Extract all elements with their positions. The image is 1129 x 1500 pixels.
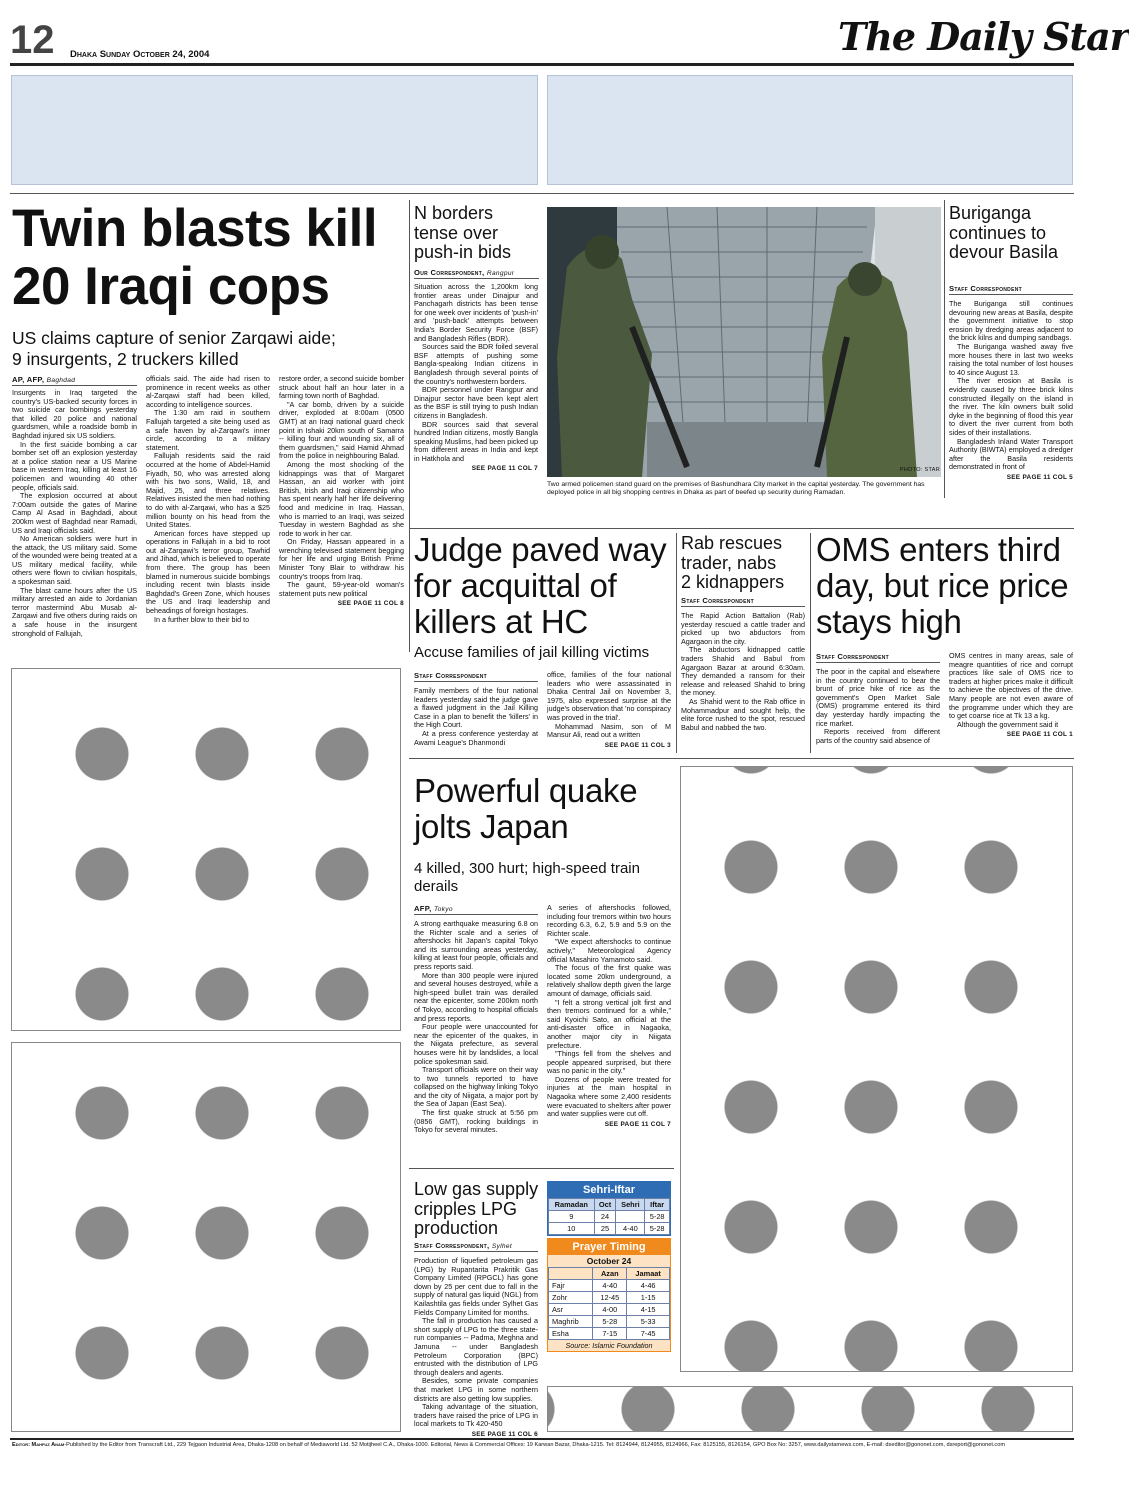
dateline: Dhaka Sunday October 24, 2004 <box>70 49 210 60</box>
table-cell: 4-40 <box>616 1223 645 1235</box>
lead-column-3 <box>279 375 404 609</box>
paragraph: Family members of the four national leaders yesterday said the judge gave a flawed judgment in the Jail Killing Case in a plan to benefit the 'killers' in the High Court. <box>414 686 538 730</box>
paragraph: The Buriganga washed away five more houses there in last two weeks raising the total number of lost houses to 40 since August 13. <box>949 341 1073 377</box>
table-cell: Asr <box>549 1304 593 1316</box>
divider <box>676 533 677 753</box>
buriganga-body <box>949 300 1073 482</box>
judge-headline[interactable]: Judge paved way for acquittal of killers at HC <box>414 531 667 640</box>
sehri-iftar-box <box>547 1181 671 1236</box>
paragraph: Taking advantage of the situation, traders have raised the price of LPG in local markets to Tk 420-450 <box>414 1402 538 1429</box>
paragraph: Dozens of people were treated for injuries at the main hospital in Nagaoka where some 2,400 residents were evacuated to shelters after power and water supplies were cut off. <box>547 1074 671 1119</box>
paragraph: The fall in production has caused a short supply of LPG to the three state-run companies -- Padma, Meghna and Jamuna -- under Bangladesh Petroleum Corporation (BPC) entrusted with the distribution of LPG through dealers and agents. <box>414 1316 538 1377</box>
paragraph: The gaunt, 59-year-old woman's statement puts new political <box>279 580 404 598</box>
table-cell: 4-15 <box>627 1304 670 1316</box>
advert-box-left <box>11 75 538 185</box>
byline-place: Baghdad <box>46 377 76 384</box>
footer-editor-name: Mahfuz Anam <box>31 1442 65 1448</box>
table-cell: 10 <box>549 1223 595 1235</box>
gas-headline[interactable]: Low gas supply cripples LPG production <box>414 1179 539 1238</box>
table-cell: Esha <box>549 1328 593 1340</box>
table-header: Ramadan <box>549 1199 595 1211</box>
quake-headline[interactable]: Powerful quake jolts Japan <box>414 772 638 845</box>
rab-byline: Staff Correspondent <box>681 596 805 607</box>
advert-box-right <box>547 75 1073 185</box>
divider <box>10 193 1074 194</box>
gas-byline <box>414 1241 538 1252</box>
table-row <box>549 1211 670 1223</box>
paragraph: At a press conference yesterday at Awami League's Dhanmondi <box>414 728 538 747</box>
paragraph: Transport officials were on their way to two tunnels reported to have collapsed on the highway linking Tokyo and the city of Niigata, a major port by the Sea of Japan (East Sea). <box>414 1065 538 1109</box>
table-cell: 9 <box>549 1211 595 1223</box>
paragraph: A series of aftershocks followed, including four tremors within two hours recording 6.3, 6.2, 5.9 and 5.9 on the Richter scale. <box>547 903 671 938</box>
lead-headline-line2: 20 Iraqi cops <box>12 257 330 316</box>
byline-place: Rangpur <box>486 270 515 277</box>
paragraph: Situation across the 1,200km long frontier areas under Dinajpur and Panchagarh districts has been tense for one week over incidents of 'push-in' and 'push-back' attempts between India's Border Security Force (BSF) and Bangladesh Rifles (BDR). <box>414 282 538 343</box>
quake-deck: 4 killed, 300 hurt; high-speed train derails <box>414 860 640 895</box>
table-row <box>549 1223 670 1235</box>
paragraph: The Buriganga still continues devouring new areas at Basila, despite the government initiative to stop erosion by dredging areas adjacent to the brick kilns and dumping sandbags. <box>949 299 1073 343</box>
paragraph: Insurgents in Iraq targeted the country's US-backed security forces in two suicide car bombings yesterday that killed 20 police and national guardsmen, while a roadside bomb in Baghdad injured six US soldiers. <box>12 388 137 440</box>
table-row <box>549 1280 670 1292</box>
paragraph: Production of liquefied petroleum gas (LPG) by Rupantarita Prakritik Gas Company Limited (RPGCL) has gone down by 25 per cent due to fall in the supply of natural gas liquid (NGL) from Kailashtila gas fields under Sylhet Gas Fields Company Limited for months. <box>414 1256 538 1317</box>
judge-column-1 <box>414 687 538 747</box>
sehri-iftar-title: Sehri-Iftar <box>548 1182 670 1198</box>
paragraph: The Rapid Action Battalion (Rab) yesterday rescued a cattle trader and picked up two abductors from Agargaon in the city. <box>681 611 805 646</box>
prayer-timing-title: Prayer Timing <box>548 1239 670 1255</box>
byline-agency: AP, AFP, <box>12 375 45 384</box>
paragraph: Four people were unaccounted for near the epicenter of the quakes, in the Niigata prefecture, as several houses were hit by landslides, a local police spokesman said. <box>414 1022 538 1066</box>
footer-editor-label: Editor: <box>12 1442 30 1448</box>
gas-jump-link[interactable]: SEE PAGE 11 COL 6 <box>471 1430 538 1438</box>
table-cell: 1-15 <box>627 1292 670 1304</box>
paragraph: The explosion occurred at about 7:00am outside the gates of Marine Camp Al Asad in Baghdadi, about 200km west of Baghdad near Ramadi, US and Iraqi officials said. <box>12 491 137 535</box>
paragraph: Besides, some private companies that market LPG in some northern districts are also getting low supplies. <box>414 1376 538 1403</box>
paragraph: The first quake struck at 5:56 pm (0856 GMT), rocking buildings in Tokyo for several minutes. <box>414 1108 538 1135</box>
sehri-iftar-table <box>548 1198 670 1235</box>
quake-jump-link[interactable]: SEE PAGE 11 COL 7 <box>604 1120 671 1128</box>
lead-deck-line2: 9 insurgents, 2 truckers killed <box>12 349 239 369</box>
lead-column-2 <box>146 375 270 624</box>
paragraph: officials said. The aide had risen to prominence in recent weeks as other al-Zarqawi staff had been killed, according to intelligence sources. <box>146 374 270 409</box>
lead-deck-line1: US claims capture of senior Zarqawi aide; <box>12 328 336 348</box>
table-cell: 5-28 <box>593 1316 627 1328</box>
paragraph: In a further blow to their bid to <box>154 614 250 624</box>
table-header: Jamaat <box>627 1268 670 1280</box>
paragraph: Among the most shocking of the kidnappings was that of Margaret Hassan, an aid worker with joint British, Irish and Iraqi citizenship who has spent nearly half her life delivering food and medicine in Iraq. Hassan, who is married to an Iraqi, was seized Tuesday in western Baghdad as she rode to work in her car. <box>279 459 404 538</box>
divider <box>409 1168 674 1169</box>
paragraph: The poor in the capital and elsewhere in the country continued to bear the brunt of price hike of rice as the government's Open Market Sale (OMS) programme entered its third day yesterday hardly impacting the rice market. <box>816 667 940 728</box>
table-cell: 4-40 <box>593 1280 627 1292</box>
oms-column-2 <box>949 652 1073 740</box>
judge-byline: Staff Correspondent <box>414 671 538 682</box>
quake-byline <box>414 904 538 915</box>
paragraph: More than 300 people were injured and several houses destroyed, while a high-speed bullet train was derailed near the epicenter, some 200km north of Tokyo, according to hospital officials and press reports. <box>414 970 538 1023</box>
paragraph: BDR personnel under Rangpur and Dinajpur sector have been kept alert as the BSF is still trying to push Indian citizens in Bangladesh. <box>414 385 538 420</box>
judge-column-2 <box>547 671 671 750</box>
table-header: Iftar <box>645 1199 670 1211</box>
byline-agency: Staff Correspondent, <box>414 1241 490 1250</box>
table-cell <box>616 1211 645 1223</box>
lead-byline <box>12 375 137 386</box>
borders-byline <box>414 268 539 279</box>
paragraph: On Friday, Hassan appeared in a wrenching televised statement begging for her life and urging British Prime Minister Tony Blair to withdraw his country's troops from Iraq. <box>279 537 404 581</box>
byline-agency: AFP, <box>414 904 432 913</box>
paragraph: American forces have stepped up operations in Fallujah in a bid to root out al-Zarqawi's terror group, Tawhid and Jihad, which is believed to operate from there. The group has been blamed in numerous suicide bombings including recent twin blasts inside Baghdad's Green Zone, which houses the US and Iraqi leadership and beheadings of foreign hostages. <box>146 528 270 616</box>
masthead-rule <box>10 63 1074 66</box>
byline-place: Tokyo <box>433 906 453 913</box>
paragraph: Although the government said it <box>957 719 1059 729</box>
divider <box>409 200 410 652</box>
paragraph: As Shahid went to the Rab office in Mohammadpur and sought help, the elite force rushed to the spot, rescued Babul and nabbed the two. <box>681 696 805 732</box>
ad-space-bottom-right <box>547 1386 1073 1432</box>
photo-caption: Two armed policemen stand guard on the premises of Bashundhara City market in the capital yesterday. The government has deployed police in all big shopping centres in Dhaka as part of beefed up security during Ramadan. <box>547 481 925 497</box>
footer-imprint-text: -Published by the Editor from Transcraft Ltd., 229 Tejgaon Industrial Area, Dhaka-1208 on behalf of Mediaworld Ltd. 52 Motijheel C.A., Dhaka-1000. Editorial, News & Commercial Offices: 19 Karwan Bazar, Dhaka-1215. Tel: 8124944, 8124955, 8124966, Fax: 8125155, 8126154, GPO Box No: 3257, www.dailystarnews.com, E-mail: dseditor@gononet.com, dsreport@gononet.com <box>64 1442 1006 1448</box>
table-cell: 5-28 <box>645 1211 670 1223</box>
lead-deck <box>12 328 407 370</box>
table-cell: 25 <box>594 1223 616 1235</box>
judge-jump-link[interactable]: SEE PAGE 11 COL 3 <box>604 741 671 749</box>
table-cell: 4-46 <box>627 1280 670 1292</box>
borders-headline[interactable]: N borders tense over push-in bids <box>414 203 512 262</box>
paragraph: In the first suicide bombing a car bomber set off an explosion yesterday at a police station near a US Marine base in western Iraq, killing at least 16 policemen and wounding 40 other people, officials said. <box>12 439 137 492</box>
table-row <box>549 1304 670 1316</box>
lead-headline[interactable] <box>12 200 404 316</box>
gas-body <box>414 1257 538 1439</box>
paragraph: OMS centres in many areas, sale of meagre quantities of rice and corrupt practices like sale of OMS rice to traders at higher prices make it difficult to achieve the objectives of the drive. Many people are not even aware of the programme under which they are to get coarse rice at Tk 13 a kg. <box>949 651 1073 721</box>
paragraph: restore order, a second suicide bomber struck about half an hour later in a farming town north of Baghdad. <box>279 374 404 401</box>
byline-agency: Our Correspondent, <box>414 268 485 277</box>
paragraph: "I felt a strong vertical jolt first and then tremors continued for a while," said Kyoichi Sato, an official at the anti-disaster office in Nagaoka, another major city in Niigata prefecture. <box>547 997 671 1050</box>
paragraph: Mohammad Nasim, son of M Mansur Ali, read out a written <box>547 721 671 740</box>
table-header <box>549 1268 593 1280</box>
table-row <box>549 1292 670 1304</box>
paragraph: Bangladesh Inland Water Transport Authority (BIWTA) employed a dredger after the Basila residents demonstrated in front of <box>949 436 1073 472</box>
oms-column-1 <box>816 668 940 745</box>
judge-deck: Accuse families of jail killing victims <box>414 644 650 661</box>
photo-illustration <box>547 207 941 477</box>
prayer-timing-table <box>548 1267 670 1340</box>
paragraph: Sources said the BDR foiled several BSF attempts of pushing some Bangla-speaking Indian citizens in Bangladesh through several points of the country's northwestern borders. <box>414 342 538 386</box>
photo-credit: PHOTO: STAR <box>899 467 940 473</box>
table-cell: Maghrib <box>549 1316 593 1328</box>
ad-space-left-top <box>11 668 401 1031</box>
ad-space-left-bottom <box>11 1042 401 1432</box>
paragraph: "We expect aftershocks to continue actively," Meteorological Agency official Masahiro Yamamoto said. <box>547 937 671 964</box>
paragraph: The focus of the first quake was located some 20km underground, a relatively shallow depth given the large amount of damage, officials said. <box>547 963 671 998</box>
buriganga-byline: Staff Correspondent <box>949 284 1073 295</box>
news-photo[interactable] <box>547 207 941 477</box>
ad-space-right <box>680 766 1073 1372</box>
oms-jump-link[interactable]: SEE PAGE 11 COL 1 <box>1006 731 1073 739</box>
table-row <box>549 1328 670 1340</box>
paragraph: The 1:30 am raid in southern Fallujah targeted a site being used as a safe haven by al-Zarqawi's inner circle, according to a military statement. <box>146 408 270 452</box>
table-row <box>549 1316 670 1328</box>
prayer-timing-box <box>547 1238 671 1352</box>
quake-column-1 <box>414 920 538 1135</box>
divider <box>409 758 1074 759</box>
paragraph: Reports received from different parts of the country said absence of <box>816 727 940 745</box>
table-cell: 5-28 <box>645 1223 670 1235</box>
paragraph: No American soldiers were hurt in the attack, the US military said. Some of the wounded were being treated at a US military medical facility, while others were flown to civilian hospitals, a spokesman said. <box>12 534 137 587</box>
table-cell: 7-15 <box>593 1328 627 1340</box>
paper-name[interactable]: The Daily Star <box>838 14 1129 59</box>
lead-headline-line1: Twin blasts kill <box>12 199 378 258</box>
divider <box>409 528 1074 529</box>
rab-body <box>681 612 805 732</box>
paragraph: office, families of the four national leaders who were assassinated in Dhaka Central Jail on November 3, 1975, also expressed surprise at the judge's observation that 'no conspiracy was proved in the trial'. <box>547 670 671 722</box>
oms-byline: Staff Correspondent <box>816 652 940 663</box>
table-header: Sehri <box>616 1199 645 1211</box>
paragraph: BDR sources said that several hundred Indian citizens, mostly Bangla speaking Muslims, had been picked up from different areas in India and kept in Hatkhola and <box>414 419 538 463</box>
rab-headline[interactable]: Rab rescues trader, nabs 2 kidnappers <box>681 533 785 592</box>
table-cell: 12-45 <box>593 1292 627 1304</box>
buriganga-headline[interactable]: Buriganga continues to devour Basila <box>949 203 1059 262</box>
quake-column-2 <box>547 904 671 1129</box>
page-number: 12 <box>10 18 55 62</box>
lead-jump-link[interactable]: SEE PAGE 11 COL 8 <box>337 600 404 608</box>
table-header: Azan <box>593 1268 627 1280</box>
paragraph: A strong earthquake measuring 6.8 on the Richter scale and a series of aftershocks hit Japan's capital Tokyo and its surrounding areas yesterday, killing at least four people, officials and press reports said. <box>414 919 538 971</box>
table-header: Oct <box>594 1199 616 1211</box>
byline-place: Sylhet <box>491 1243 512 1250</box>
paragraph: "Things fell from the shelves and people appeared surprised, but there was no panic in the city." <box>547 1049 671 1076</box>
table-cell: 5-33 <box>627 1316 670 1328</box>
footer-imprint <box>12 1441 1074 1449</box>
prayer-timing-source: Source: Islamic Foundation <box>548 1340 670 1351</box>
prayer-timing-date: October 24 <box>548 1255 670 1267</box>
borders-jump-link[interactable]: SEE PAGE 11 COL 7 <box>471 465 538 473</box>
paragraph: Fallujah residents said the raid occurred at the home of Abdel-Hamid Fiyadh, 50, who was arrested along with his two sons, Walid, 18, and Majid, 25, and three relatives. Relatives insisted the men had nothing to do with al-Zarqawi, who has a $25 million bounty on his head from the United States. <box>146 451 270 530</box>
lead-column-1 <box>12 389 137 638</box>
oms-headline[interactable]: OMS enters third day, but rice price stays high <box>816 531 1069 640</box>
footer-rule <box>10 1438 1074 1440</box>
table-cell: Fajr <box>549 1280 593 1292</box>
borders-body <box>414 283 538 474</box>
table-cell: 4-00 <box>593 1304 627 1316</box>
buriganga-jump-link[interactable]: SEE PAGE 11 COL 5 <box>1006 473 1073 481</box>
divider <box>944 200 945 498</box>
paragraph: The river erosion at Basila is evidently caused by three brick kilns constructed illegally on the island in the river. The kiln owners built solid dyke in the beginning of flood this year to divert the river current from both sides of their installations. <box>949 376 1073 437</box>
table-cell: Zohr <box>549 1292 593 1304</box>
paragraph: The blast came hours after the US military arrested an aide to Jordanian terror mastermind Abu Musab al-Zarqawi and five others during raids on a safe house in the insurgent stronghold of Fallujah, <box>12 585 137 638</box>
table-cell: 7-45 <box>627 1328 670 1340</box>
paragraph: "A car bomb, driven by a suicide driver, exploded at 8:00am (0500 GMT) at an Iraqi national guard check point in Ishaki 20km south of Samarra -- killing four and wounding six, all of them guardsmen," said Hamid Ahmad from the police in neighbouring Balad. <box>279 399 404 461</box>
table-cell: 24 <box>594 1211 616 1223</box>
paragraph: The abductors kidnapped cattle traders Shahid and Babul from Agargaon Bazar at around 6:30am. They demanded a ransom for their release and released Shahid to bring the money. <box>681 645 805 698</box>
divider <box>810 533 811 753</box>
